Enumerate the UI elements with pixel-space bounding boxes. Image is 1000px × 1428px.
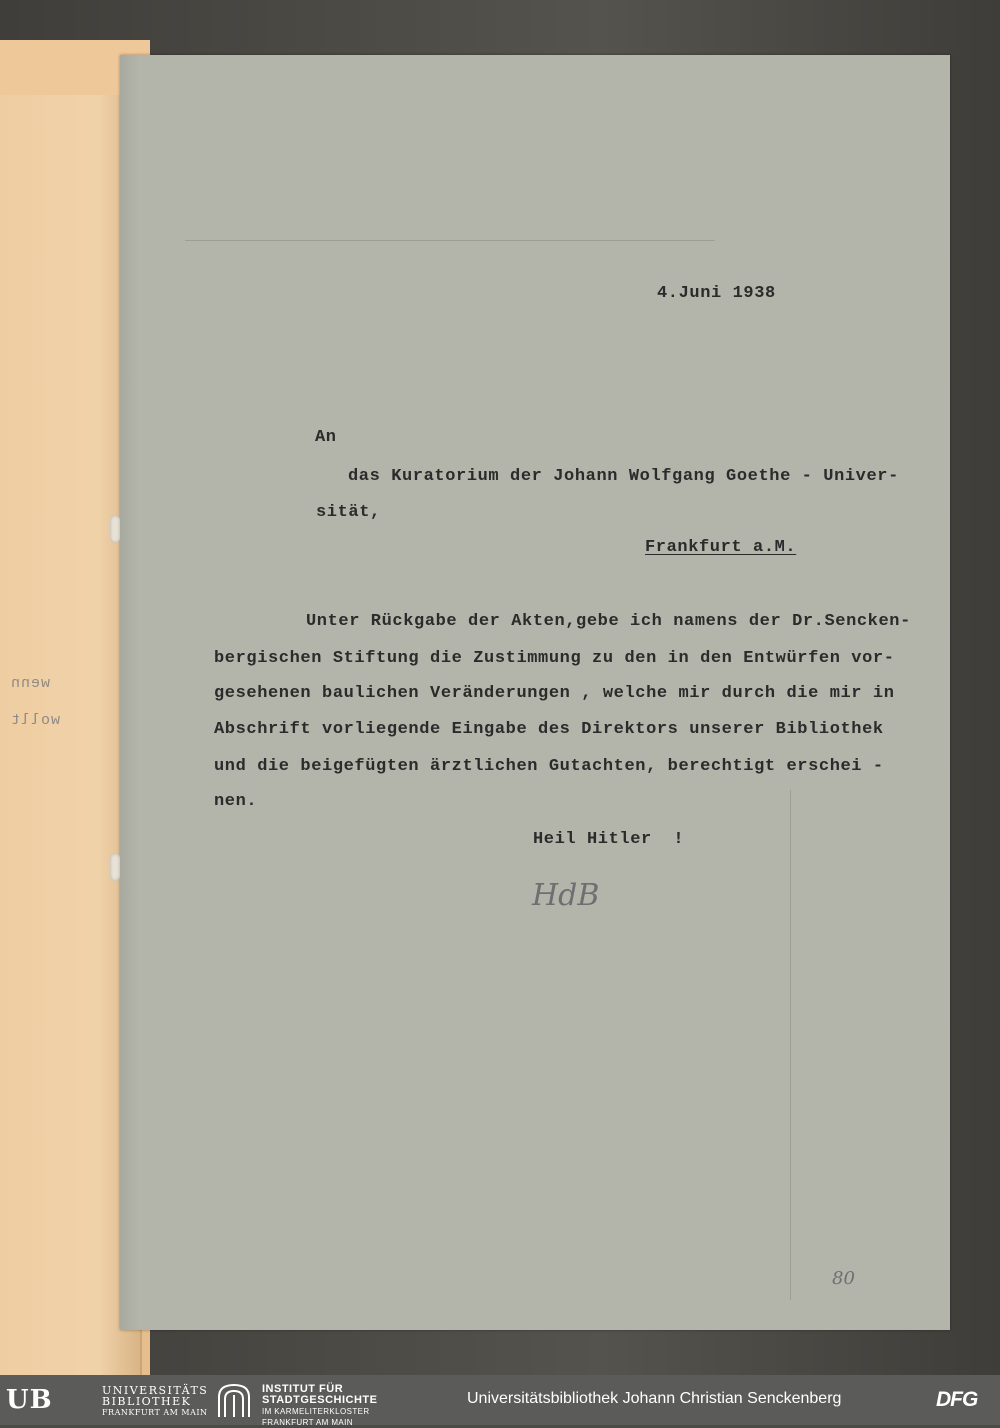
ub-logo-line: UNIVERSITÄTS — [102, 1384, 209, 1397]
show-through-text: wollt — [10, 712, 61, 729]
show-through-text: wenn — [10, 675, 51, 692]
punch-hole — [110, 515, 120, 543]
paper-crease — [790, 790, 791, 1300]
dfg-logo: DFG — [936, 1388, 978, 1411]
recipient-line: sität, — [316, 503, 381, 522]
body-line: und die beigefügten ärztlichen Gutachten, berechtigt erschei - — [214, 757, 884, 776]
letter-date: 4.Juni 1938 — [657, 284, 776, 303]
arch-icon — [216, 1383, 252, 1417]
isg-logo-text — [262, 1384, 422, 1428]
isg-logo-line: STADTGESCHICHTE — [262, 1394, 378, 1406]
isg-logo-line: FRANKFURT AM MAIN — [262, 1418, 353, 1427]
closing: Heil Hitler ! — [533, 830, 685, 849]
paper-crease — [185, 240, 715, 241]
body-line: Abschrift vorliegende Eingabe des Direktors unserer Bibliothek — [214, 720, 884, 739]
body-line: bergischen Stiftung die Zustimmung zu den in den Entwürfen vor- — [214, 649, 895, 668]
recipient-prefix: An — [315, 428, 337, 447]
body-line: gesehenen baulichen Veränderungen , welche mir durch die mir in — [214, 684, 895, 703]
body-line: Unter Rückgabe der Akten,gebe ich namens der Dr.Sencken- — [306, 612, 911, 631]
ub-logo-line: FRANKFURT AM MAIN — [102, 1408, 208, 1417]
footer-bar — [0, 1375, 1000, 1425]
punch-hole — [110, 853, 120, 881]
sheet-fold-shadow — [120, 55, 142, 1330]
ub-mark: UB — [6, 1385, 53, 1415]
body-line: nen. — [214, 792, 258, 811]
isg-logo-line: IM KARMELITERKLOSTER — [262, 1407, 370, 1416]
footer-title: Universitätsbibliothek Johann Christian Senckenberg — [467, 1390, 842, 1407]
recipient-line: das Kuratorium der Johann Wolfgang Goethe - Univer- — [348, 467, 899, 486]
pencil-page-number: 80 — [832, 1268, 855, 1289]
handwritten-initials: HdB — [532, 878, 600, 913]
ub-logo-text — [102, 1385, 212, 1418]
ub-logo-line: BIBLIOTHEK — [102, 1395, 192, 1408]
recipient-city: Frankfurt a.M. — [645, 538, 797, 557]
isg-logo-line: INSTITUT FÜR — [262, 1383, 344, 1395]
